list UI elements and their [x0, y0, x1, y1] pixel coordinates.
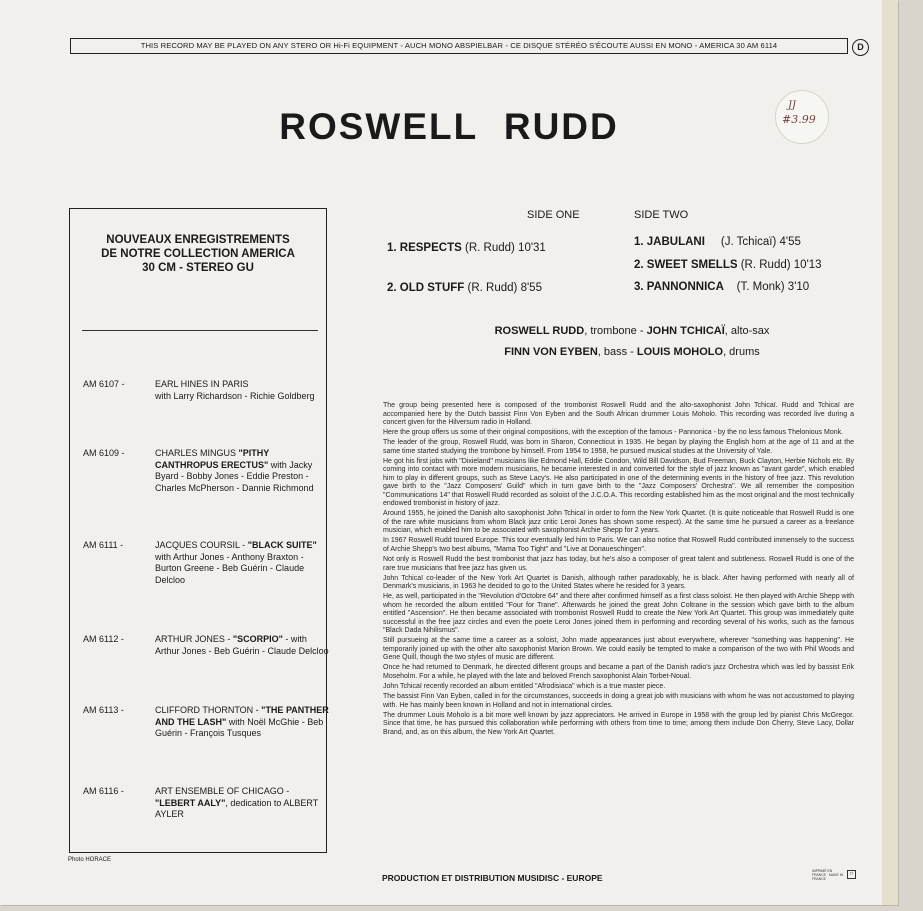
catalog-artist: JACQUES COURSIL -: [155, 540, 248, 550]
liner-paragraph: Around 1955, he joined the Danish alto saxophonist John Tchicaï in order to form the New York Quartet. (It is quite noticeable that Roswell Rudd is one of the rare white musicians from whom Black jazz critic Leroi Jones has shown some respect). At the same time he pursued a career as a freelance musician, which enabled him to be associated with saxophonist Archie Shepp for 2 years.: [383, 510, 854, 535]
track-composer: (T. Monk): [736, 281, 785, 293]
catalog-artist: EARL HINES IN PARIS: [155, 379, 249, 389]
catalog-detail: with Noël McGhie - Beb Guérin - François Tusques: [155, 716, 324, 739]
instrument: , trombone -: [584, 325, 647, 337]
track-side-one-1: [387, 242, 546, 254]
divider: [82, 330, 318, 331]
catalog-album: "SCORPIO": [232, 634, 283, 644]
catalog-detail: with Larry Richardson - Richie Goldberg: [155, 390, 315, 401]
liner-paragraph: Still pursueing at the same time a career as a soloist, John made appearances just about everywhere, wherever "something was happening". He temporarily joined up with the other alto saxophonist Marion Brown. We could easily be tempted to make a comparison of the two with Phil Woods and Gene Quill, though the two styles of music are different.: [383, 637, 854, 662]
catalog-text: [155, 786, 330, 821]
instrument: , drums: [723, 346, 760, 358]
catalog-number: AM 6116 -: [83, 786, 124, 796]
track-composer: (R. Rudd): [464, 242, 515, 254]
sticker-price: #3.99: [782, 113, 816, 126]
liner-paragraph: John Tchicaï co-leader of the New York Art Quartet is Danish, although rather paradoxably, he is black. After having performed with nearly all of Denmark's musicians, in 1963 he decided to go to the United States where he resided for 3 years.: [383, 574, 854, 591]
catalog-detail: with Arthur Jones - Anthony Braxton - Burton Greene - Beb Guérin - Claude Delcloo: [155, 551, 305, 585]
track-side-two-3: [634, 281, 809, 293]
liner-paragraph: The drummer Louis Moholo is a bit more well known by jazz appreciators. He arrived in Europe in 1958 with the group led by pianist Chris McGregor. Since that time, he has pursued this collaboration while performing with others from time to time; among them include Don Cherry, Steve Lacy, Dollar Brand, and, as on this album, the New York Art Quartet.: [383, 711, 854, 736]
catalog-artist: CLIFFORD THORNTON -: [155, 705, 262, 715]
track-composer: (R. Rudd): [467, 282, 518, 294]
musician-name: FINN VON EYBEN: [504, 346, 598, 358]
catalog-artist: CHARLES MINGUS: [155, 448, 239, 458]
track-time: 10'13: [793, 259, 822, 271]
album-title: ROSWELL RUDD: [279, 106, 619, 147]
catalog-album: "PITHY CANTHROPUS ERECTUS": [155, 448, 270, 470]
track-title: 1. JABULANI: [634, 236, 705, 248]
liner-paragraph: He got his first jobs with "Dixieland" musicians like Edmond Hall, Eddie Condon, Wild Bill Davidson, Bud Freeman, Buck Clayton, Herbie Nichols etc. By coming into contact with more modern musicians, he became interested in and converted for the style of jazz known as "avant garde", which enabled him to play in different groups, such as Steve Lacy's. He also participated in one of the determining events in the history of free jazz. This revolution gave birth to the "Jazz Composers' Guild" which in turn gave birth to the "Jazz Composers' Orchestra". We all remember the composition "Communications 14" that Roswell Rudd recorded as soloist of the J.C.O.A. This recording established him as the most original and the most technically endowed trombonist in history of jazz.: [383, 457, 854, 508]
catalog-text: [155, 634, 330, 657]
catalog-album: "BLACK SUITE": [247, 540, 317, 550]
collection-heading: [70, 233, 326, 275]
catalog-detail: , dedication to ALBERT AYLER: [155, 797, 319, 820]
label-mark-icon: □: [847, 870, 856, 879]
liner-paragraph: In 1967 Roswell Rudd toured Europe. This tour eventually led him to Paris. We can also notice that Roswell Rudd contributed immensely to the success of Archie Shepp's two best albums, "Mama Too Tight" and "Live at Donaueschingen".: [383, 537, 854, 553]
collection-line-2: DE NOTRE COLLECTION AMERICA: [101, 248, 295, 260]
catalog-detail: with Jacky Byard - Bobby Jones - Eddie Preston - Charles McPherson - Dannie Richmond: [155, 459, 314, 493]
catalog-number: AM 6111 -: [83, 540, 124, 550]
catalog-detail: - with Arthur Jones - Beb Guérin - Claude Delcloo: [155, 634, 329, 656]
track-side-one-2: [387, 282, 542, 294]
catalog-artist: ART ENSEMBLE OF CHICAGO -: [155, 786, 290, 796]
liner-paragraph: The leader of the group, Roswell Rudd, was born in Sharon, Connecticut in 1935. He began by playing the English horn at the age of 11 and at the same time started studying the trombone by himself. From 1954 to 1958, he pursued musical studies at the University of Yale.: [383, 439, 854, 455]
production-credit: PRODUCTION ET DISTRIBUTION MUSIDISC - EUROPE: [382, 873, 603, 883]
playback-notice: THIS RECORD MAY BE PLAYED ON ANY STERO OR Hi-Fi EQUIPMENT ◦ AUCH MONO ABSPIELBAR ◦ CE DISQUE STÉRÉO S'ÉCOUTE AUSSI EN MONO ◦ AMERICA 30 AM 6114: [70, 38, 848, 54]
liner-paragraph: Once he had returned to Denmark, he directed different groups and became a part of the Danish radio's jazz Orchestra which was led by bassist Erik Moseholm. For a while, he played with the late and beloved French saxophonist Alain Torbet-Noual.: [383, 664, 854, 680]
collection-box: [69, 208, 327, 853]
catalog-text: [155, 379, 330, 402]
track-time: 4'55: [779, 236, 801, 248]
d-mark-badge: D: [852, 39, 869, 56]
catalog-album: "THE PANTHER AND THE LASH": [155, 705, 329, 727]
liner-paragraph: John Tchicaï recently recorded an album entitled "Afrodisiaca" which is a true master piece.: [383, 683, 666, 691]
photo-credit: Photo HORACE: [68, 857, 112, 863]
catalog-number: AM 6112 -: [83, 634, 124, 644]
musician-name: LOUIS MOHOLO: [636, 346, 724, 358]
made-in-france: IMPRIMÉ EN FRANCE · MADE IN FRANCE: [812, 869, 844, 881]
catalog-text: [155, 448, 330, 494]
musician-name: JOHN TCHICAÏ: [646, 325, 725, 337]
liner-paragraph: Not only is Roswell Rudd the best trombonist that jazz has today, but he's also a composer of great talent and subtleness. Roswell Rudd is one of the rare true musicians that free jazz has given us.: [383, 556, 854, 572]
track-title: 2. OLD STUFF: [387, 282, 465, 294]
catalog-text: [155, 705, 330, 740]
sticker-initials: JJ: [788, 100, 797, 111]
musician-name: ROSWELL RUDD: [494, 325, 585, 337]
track-composer: (R. Rudd): [740, 259, 791, 271]
catalog-number: AM 6113 -: [83, 705, 124, 715]
catalog-number: AM 6107 -: [83, 379, 125, 389]
instrument: , alto-sax: [724, 325, 770, 337]
liner-notes: [383, 402, 854, 739]
track-composer: (J. Tchicaï): [720, 236, 777, 248]
personnel-line-2: [382, 346, 882, 358]
catalog-artist: ARTHUR JONES -: [155, 634, 233, 644]
collection-line-3: 30 CM - STEREO GU: [142, 262, 254, 274]
track-title: 2. SWEET SMELLS: [634, 259, 738, 271]
liner-paragraph: The bassist Finn Van Eyben, called in for the circumstances, succeeds in doing a great job with musicians with whom he was not accustomed to playing with. He has mainly been known in Holland and not in international circles.: [383, 693, 854, 709]
track-side-two-1: [634, 236, 801, 248]
side-one-label: SIDE ONE: [527, 209, 580, 221]
liner-paragraph: He, as well, participated in the "Revolution d'Octobre 64" and there after confirmed himself as a first class soloist. He then played with Archie Shepp with whom he recorded the album entitled "Four for Trane". Afterwards he joined the great John Coltrane in the session which gave birth to the album entitled "Ascension". He then became associated with trombonist Roswell Rudd to create the New York Art Quartet. This group was immediately quite successful in the free jazz circles and even the poete Leroi Jones joined them in performing and recording several of his works, such as the famous "Black Dada Nihilismus".: [383, 593, 854, 635]
instrument: , bass -: [597, 346, 637, 358]
track-title: 3. PANNONNICA: [634, 281, 724, 293]
liner-paragraph: The group being presented here is composed of the trombonist Roswell Rudd and the alto-saxophonist John Tchicaï. Rudd and Tchicaï are accompanied here by the Dutch bassist Finn Von Eyben and the South African drummer Louis Moholo. This recording was recorded live during a concert given for the Hilversum radio in Holland.: [383, 402, 854, 426]
track-time: 8'55: [520, 282, 542, 294]
personnel-line-1: [382, 325, 882, 337]
liner-paragraph: Here the group offers us some of their original compositions, with the exception of the famous - Pannonica - by the no less famous Thelonious Monk.: [383, 429, 844, 437]
catalog-text: [155, 540, 330, 586]
track-time: 3'10: [787, 281, 810, 293]
track-side-two-2: [634, 259, 822, 271]
catalog-number: AM 6109 -: [83, 448, 125, 458]
collection-line-1: NOUVEAUX ENREGISTREMENTS: [106, 234, 290, 246]
track-time: 10'31: [518, 242, 546, 254]
catalog-album: "LEBERT AALY": [155, 797, 226, 808]
side-two-label: SIDE TWO: [634, 209, 689, 221]
track-title: 1. RESPECTS: [387, 242, 462, 254]
